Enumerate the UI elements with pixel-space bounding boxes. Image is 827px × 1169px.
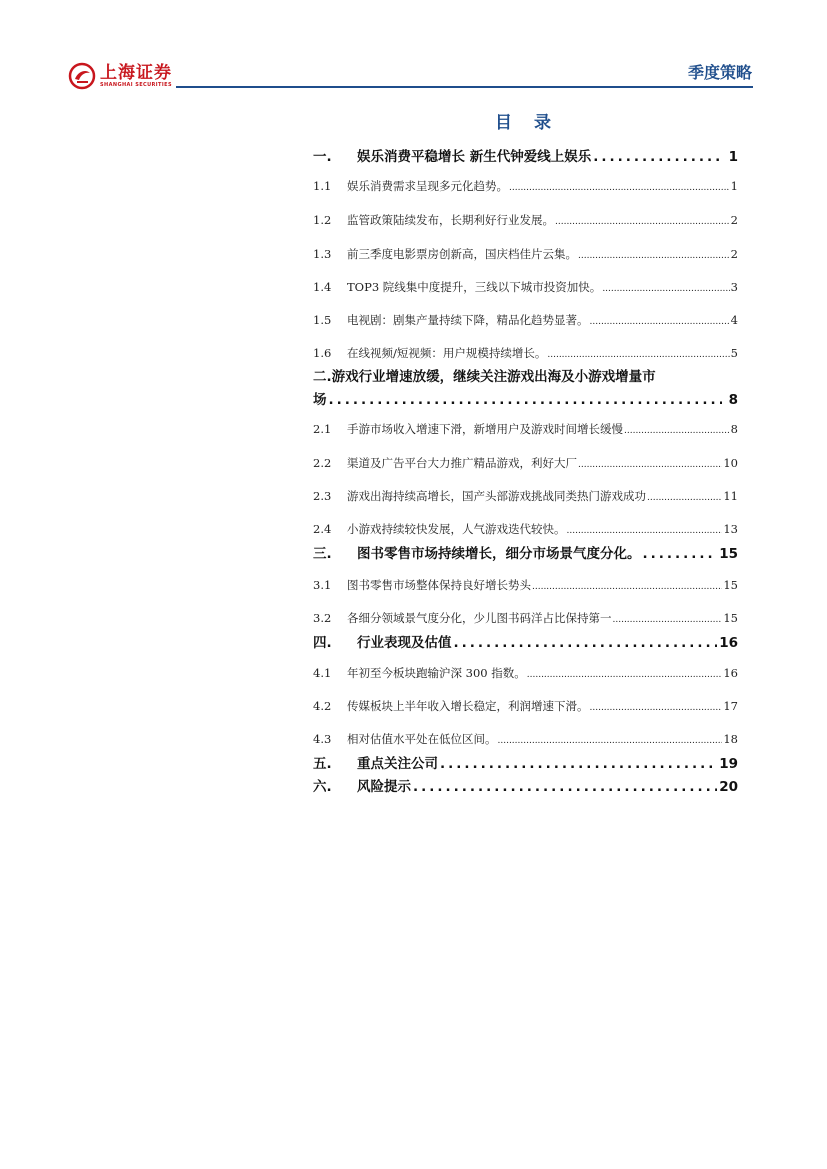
toc-leader xyxy=(532,578,722,592)
toc-entry[interactable] xyxy=(313,145,738,165)
toc-entry-title: 相对估值水平处在低位区间。 xyxy=(347,732,497,746)
logo-chinese-name: 上海证券 xyxy=(100,62,172,83)
toc-leader xyxy=(578,456,722,470)
toc-entry-page: 17 xyxy=(723,699,738,713)
logo-emblem-icon xyxy=(68,62,96,90)
toc-leader xyxy=(440,756,717,772)
toc-leader xyxy=(624,422,730,436)
toc-leader xyxy=(602,280,729,294)
toc-leader xyxy=(593,149,722,165)
toc-entry[interactable] xyxy=(313,212,738,228)
toc-entry-title-continued: 场 xyxy=(313,392,327,408)
toc-entry-title: 行业表现及估值 xyxy=(357,635,452,651)
toc-entry-title: 传媒板块上半年收入增长稳定，利润增速下滑。 xyxy=(347,699,589,713)
toc-entry[interactable] xyxy=(313,542,738,562)
toc-entry-page: 13 xyxy=(723,522,738,536)
toc-entry-title: 年初至今板块跑输沪深 300 指数。 xyxy=(347,666,526,680)
toc-entry[interactable] xyxy=(313,631,738,651)
toc-entry-title: 游戏行业增速放缓，继续关注游戏出海及小游戏增量市 xyxy=(331,369,656,385)
toc-leader xyxy=(613,611,723,625)
toc-entry-number: 四. xyxy=(313,635,332,651)
toc-entry[interactable] xyxy=(313,312,738,328)
toc-entry-page: 15 xyxy=(723,578,738,592)
toc-entry-number: 二. xyxy=(313,369,332,385)
toc-entry-number: 4.3 xyxy=(313,732,332,746)
toc-entry[interactable] xyxy=(313,488,738,504)
toc-entry-page: 18 xyxy=(723,732,738,746)
toc-entry[interactable] xyxy=(313,752,738,772)
report-type-label: 季度策略 xyxy=(687,63,752,82)
toc-entry-page: 8 xyxy=(730,422,738,436)
toc-entry-number: 1.4 xyxy=(313,280,332,294)
toc-entry-title: 电视剧：剧集产量持续下降，精品化趋势显著。 xyxy=(347,313,589,327)
toc-entry[interactable] xyxy=(313,178,738,194)
toc-entry[interactable] xyxy=(313,279,738,295)
toc-entry[interactable] xyxy=(313,577,738,593)
toc-entry-title: 渠道及广告平台大力推广精品游戏，利好大厂 xyxy=(347,456,577,470)
company-logo xyxy=(68,60,172,92)
toc-entry[interactable] xyxy=(313,775,738,795)
toc-entry-number: 三. xyxy=(313,546,332,562)
toc-entry-number: 2.1 xyxy=(313,422,332,436)
toc-entry-page: 19 xyxy=(719,756,738,772)
toc-entry-page: 15 xyxy=(723,611,738,625)
toc-entry-number: 1.2 xyxy=(313,213,332,227)
toc-entry-title: 前三季度电影票房创新高，国庆档佳片云集。 xyxy=(347,247,577,261)
toc-entry-number: 1.1 xyxy=(313,179,332,193)
toc-entry-title: 监管政策陆续发布，长期利好行业发展。 xyxy=(347,213,554,227)
toc-entry-wrapped-line1[interactable] xyxy=(313,365,738,385)
toc-leader xyxy=(590,699,723,713)
toc-entry-page: 3 xyxy=(730,280,738,294)
toc-entry[interactable] xyxy=(313,665,738,681)
toc-entry[interactable] xyxy=(313,731,738,747)
toc-entry-number: 3.2 xyxy=(313,611,332,625)
toc-entry-number: 2.4 xyxy=(313,522,332,536)
toc-entry-title: 游戏出海持续高增长，国产头部游戏挑战同类热门游戏成功 xyxy=(347,489,646,503)
toc-entry-page: 2 xyxy=(730,247,738,261)
toc-entry-title: 小游戏持续较快发展，人气游戏迭代较快。 xyxy=(347,522,566,536)
toc-leader xyxy=(567,522,723,536)
toc-entry-wrapped-line2[interactable] xyxy=(313,388,738,408)
toc-leader xyxy=(509,179,730,193)
toc-entry-title: 各细分领域景气度分化，少儿图书码洋占比保持第一 xyxy=(347,611,612,625)
toc-entry-number: 1.5 xyxy=(313,313,332,327)
toc-entry[interactable] xyxy=(313,698,738,714)
toc-entry-page: 8 xyxy=(728,392,738,408)
toc-entry-number: 五. xyxy=(313,756,332,772)
logo-english-name: SHANGHAI SECURITIES xyxy=(100,81,172,88)
toc-entry-title: 娱乐消费需求呈现多元化趋势。 xyxy=(347,179,508,193)
toc-entry-number: 3.1 xyxy=(313,578,332,592)
toc-entry[interactable] xyxy=(313,246,738,262)
toc-entry[interactable] xyxy=(313,421,738,437)
toc-entry-page: 2 xyxy=(730,213,738,227)
toc-entry-title: 图书零售市场持续增长，细分市场景气度分化。 xyxy=(357,546,641,562)
toc-entry-title: 重点关注公司 xyxy=(357,756,438,772)
toc-entry-page: 10 xyxy=(723,456,738,470)
toc-entry-number: 六. xyxy=(313,779,332,795)
toc-entry-number: 2.3 xyxy=(313,489,332,503)
toc-entry-page: 11 xyxy=(723,489,738,503)
toc-leader xyxy=(643,546,718,562)
toc-leader xyxy=(547,346,729,360)
toc-title: 目 录 xyxy=(495,113,559,133)
toc-entry-title: 手游市场收入增速下滑，新增用户及游戏时间增长缓慢 xyxy=(347,422,623,436)
toc-leader xyxy=(578,247,730,261)
toc-entry-number: 一. xyxy=(313,149,332,165)
toc-leader xyxy=(647,489,722,503)
toc-leader xyxy=(454,635,718,651)
toc-entry-title: 娱乐消费平稳增长 新生代钟爱线上娱乐 xyxy=(357,149,592,165)
toc-leader xyxy=(555,213,730,227)
toc-entry-number: 2.2 xyxy=(313,456,332,470)
toc-entry[interactable] xyxy=(313,345,738,361)
toc-entry-page: 20 xyxy=(719,779,738,795)
toc-entry-page: 1 xyxy=(728,149,738,165)
toc-entry-title: 图书零售市场整体保持良好增长势头 xyxy=(347,578,531,592)
header-divider xyxy=(176,86,753,88)
toc-leader xyxy=(329,392,723,408)
toc-entry-page: 5 xyxy=(730,346,738,360)
toc-entry-page: 15 xyxy=(719,546,738,562)
toc-entry[interactable] xyxy=(313,610,738,626)
toc-entry-number: 4.1 xyxy=(313,666,332,680)
toc-entry-title: 在线视频/短视频：用户规模持续增长。 xyxy=(347,346,547,360)
toc-leader xyxy=(590,313,730,327)
toc-leader xyxy=(413,779,717,795)
toc-entry-number: 1.6 xyxy=(313,346,332,360)
toc-leader xyxy=(498,732,723,746)
toc-leader xyxy=(527,666,723,680)
page-header xyxy=(0,0,827,100)
toc-entry[interactable] xyxy=(313,521,738,537)
toc-entry-page: 4 xyxy=(730,313,738,327)
toc-entry-page: 16 xyxy=(719,635,738,651)
toc-entry-page: 16 xyxy=(723,666,738,680)
toc-entry-number: 1.3 xyxy=(313,247,332,261)
toc-entry-title: TOP3 院线集中度提升，三线以下城市投资加快。 xyxy=(347,280,602,294)
toc-entry[interactable] xyxy=(313,455,738,471)
toc-entry-title: 风险提示 xyxy=(357,779,411,795)
toc-entry-number: 4.2 xyxy=(313,699,332,713)
toc-entry-page: 1 xyxy=(730,179,738,193)
